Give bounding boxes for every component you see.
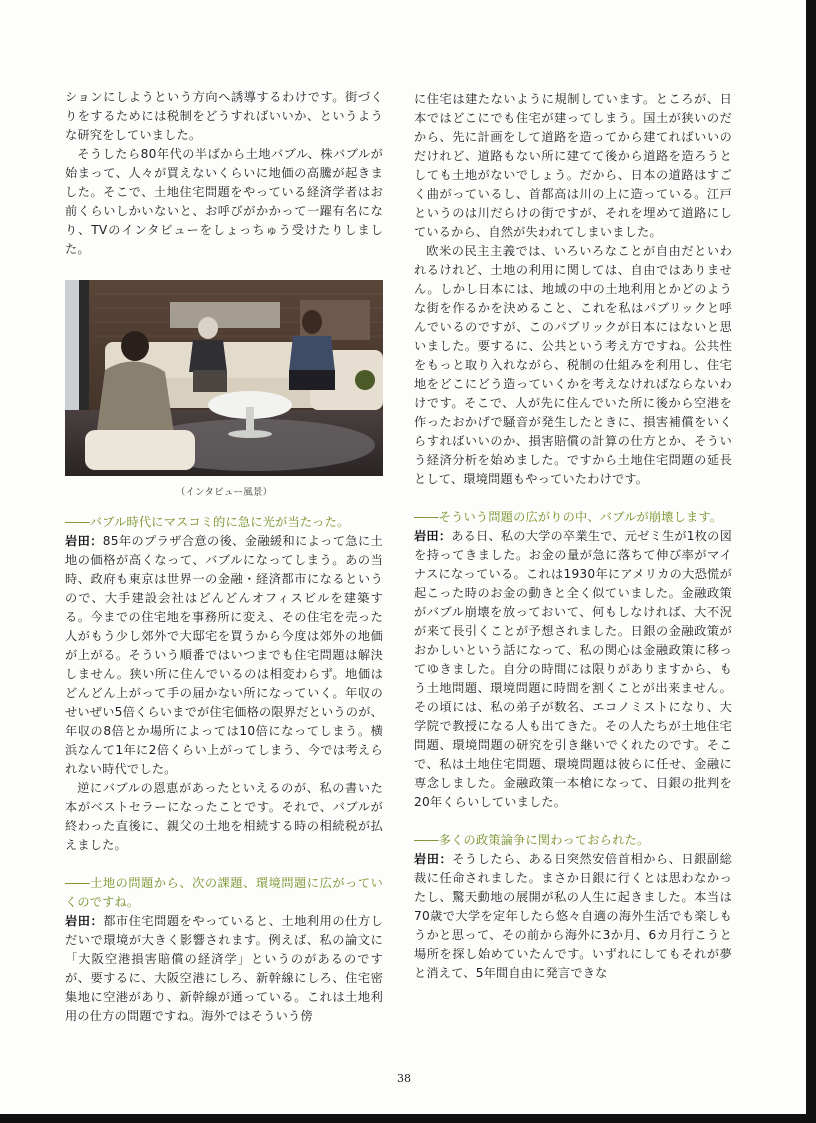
photo-caption: （インタビュー風景） xyxy=(175,487,273,498)
answer-paragraph-4 xyxy=(414,850,732,983)
answer-text-1: 85年のプラザ合意の後、金融緩和によって急に土地の価格が高くなって、バブルになってしまう。あの当時、政府も東京は世界一の金融・経済都市になるというので、大手建設会社はどんどんオフィスビルを建築する。今までの住宅地を事務所に変え、その住宅を売った人がもう少し郊外で大邸宅を買うから今度は郊外の地価が上がる。そういう順番ではいつまでも住宅問題は解決しません。狭い所に住んでいるのは相変わらず。地価はどんどん上がって手の届かない所になっていく。年収のせいぜい5倍くらいまでが住宅価格の限界だというのが、年収の8倍とか場所によっては10倍になってしまう。横浜なんて1年に2倍くらい上がってしまう、今では考えられない時代でした。 xyxy=(65,534,383,776)
continuation-paragraph-1: に住宅は建たないように規制しています。ところが、日本ではどこにでも住宅が建ってしまう。国土が狭いのだから、先に計画をして道路を造ってから建てればいいのだけれど、道路もない所に建てて後から道路を造ろうとしても土地がないでしょう。だから、日本の道路はすごく曲がっているし、首都高は川の上に造っている。江戸というのは川だらけの街ですが、それを埋めて道路にしているから、自然が失われてしまいました。 xyxy=(414,92,732,239)
question-heading-1: ――バブル時代にマスコミ的に急に光が当たった。 xyxy=(65,515,350,529)
interview-photo xyxy=(65,280,383,476)
right-column xyxy=(414,90,732,983)
question-heading-4: ――多くの政策論争に関わっておられた。 xyxy=(414,833,650,847)
continuation-paragraph-2: 欧米の民主主義では、いろいろなことが自由だといわれるけれど、土地の利用に関しては、自由ではありません。しかし日本には、地域の中の土地利用とかどのような街を作るかを決めること、これを私はパブリックと呼んでいるのですが、このパブリックが日本にはないと思いました。要するに、公共という考え方ですね。公共性をもっと取り入れながら、税制の仕組みを利用し、住宅地をどこにどう造っていくかを考えなければならないわけです。そこで、人が先に住んでいた所に後から空港を作ったおかげで騒音が発生したときに、損害補償をいくらすればいいのか、損害賠償の計算の仕方とか、そういう経済分析を始めました。ですから土地住宅問題の延長として、環境問題もやっていたわけです。 xyxy=(414,244,732,486)
page-number: 38 xyxy=(397,1072,411,1085)
answer-text-3: ある日、私の大学の卒業生で、元ゼミ生が1枚の図を持ってきました。お金の量が急に落ちて伸び率がマイナスになっている。これは1930年にアメリカの大恐慌が起こった時のお金の動きと全く似ていました。金融政策がバブル崩壊を放っておいて、何もしなければ、大不況が来て長引くことが予想されました。日銀の金融政策がおかしいという話になって、私の関心は金融政策に移ってゆきました。自分の時間には限りがありますから、もう土地問題、環境問題に時間を割くことが出来ません。その頃には、私の弟子が数名、エコノミストになり、大学院で教授になる人も出てきた。その人たちが土地住宅問題、環境問題の研究を引き継いでくれたのです。そこで、私は土地住宅問題、環境問題は彼らに任せ、金融に専念しました。金融政策一本槍になって、日銀の批判を20年くらいしていました。 xyxy=(414,529,732,809)
intro-paragraph-1: ションにしようという方向へ誘導するわけです。街づくりをするためには税制をどうすればいいか、というような研究をしていました。 xyxy=(65,90,383,142)
followup-paragraph-1: 逆にバブルの恩恵があったといえるのが、私の書いた本がベストセラーになったことです。それで、バブルが終わった直後に、親父の土地を相続する時の相続税が払えました。 xyxy=(65,781,383,852)
answer-paragraph-3 xyxy=(414,527,732,812)
intro-paragraph-2: そうしたら80年代の半ばから土地バブル、株バブルが始まって、人々が買えないくらいに地価の高騰が起きました。そこで、土地住宅問題をやっている経済学者はお前くらいしかいないと、お呼びがかかって一躍有名になり、TVのインタビューをしょっちゅう受けたりしました。 xyxy=(65,147,383,256)
question-heading-3: ――そういう問題の広がりの中、バブルが崩壊します。 xyxy=(414,510,723,524)
left-column xyxy=(65,88,383,1026)
answer-paragraph-2 xyxy=(65,912,383,1026)
scan-border-right xyxy=(806,0,816,1123)
answer-paragraph-1 xyxy=(65,532,383,779)
speaker-label: 岩田： xyxy=(414,529,452,543)
question-heading-2: ――土地の問題から、次の課題、環境問題に広がっていくのですね。 xyxy=(65,876,383,909)
speaker-label: 岩田： xyxy=(414,852,453,866)
answer-text-4: そうしたら、ある日突然安倍首相から、日銀副総裁に任命されました。まさか日銀に行くとは思わなかったし、驚天動地の展開が私の人生に起きました。本当は70歳で大学を定年したら悠々自適の海外生活でも楽しもうかと思って、その前から海外に3か月、6カ月行こうと場所を探し始めていたんです。いずれにしてもそれが夢と消えて、5年間自由に発言できな xyxy=(414,852,732,980)
scan-border-bottom xyxy=(0,1114,816,1123)
interview-scene-illustration xyxy=(65,280,383,476)
answer-text-2: 都市住宅問題をやっていると、土地利用の仕方しだいで環境が大きく影響されます。例えば、私の論文に「大阪空港損害賠償の経済学」というのがあるのですが、要するに、大阪空港にしろ、新幹線にしろ、住宅密集地に空港があり、新幹線が通っている。これは土地利用の仕方の問題ですね。海外ではそういう傍 xyxy=(65,914,383,1023)
speaker-label: 岩田： xyxy=(65,914,104,928)
speaker-label: 岩田： xyxy=(65,534,103,548)
